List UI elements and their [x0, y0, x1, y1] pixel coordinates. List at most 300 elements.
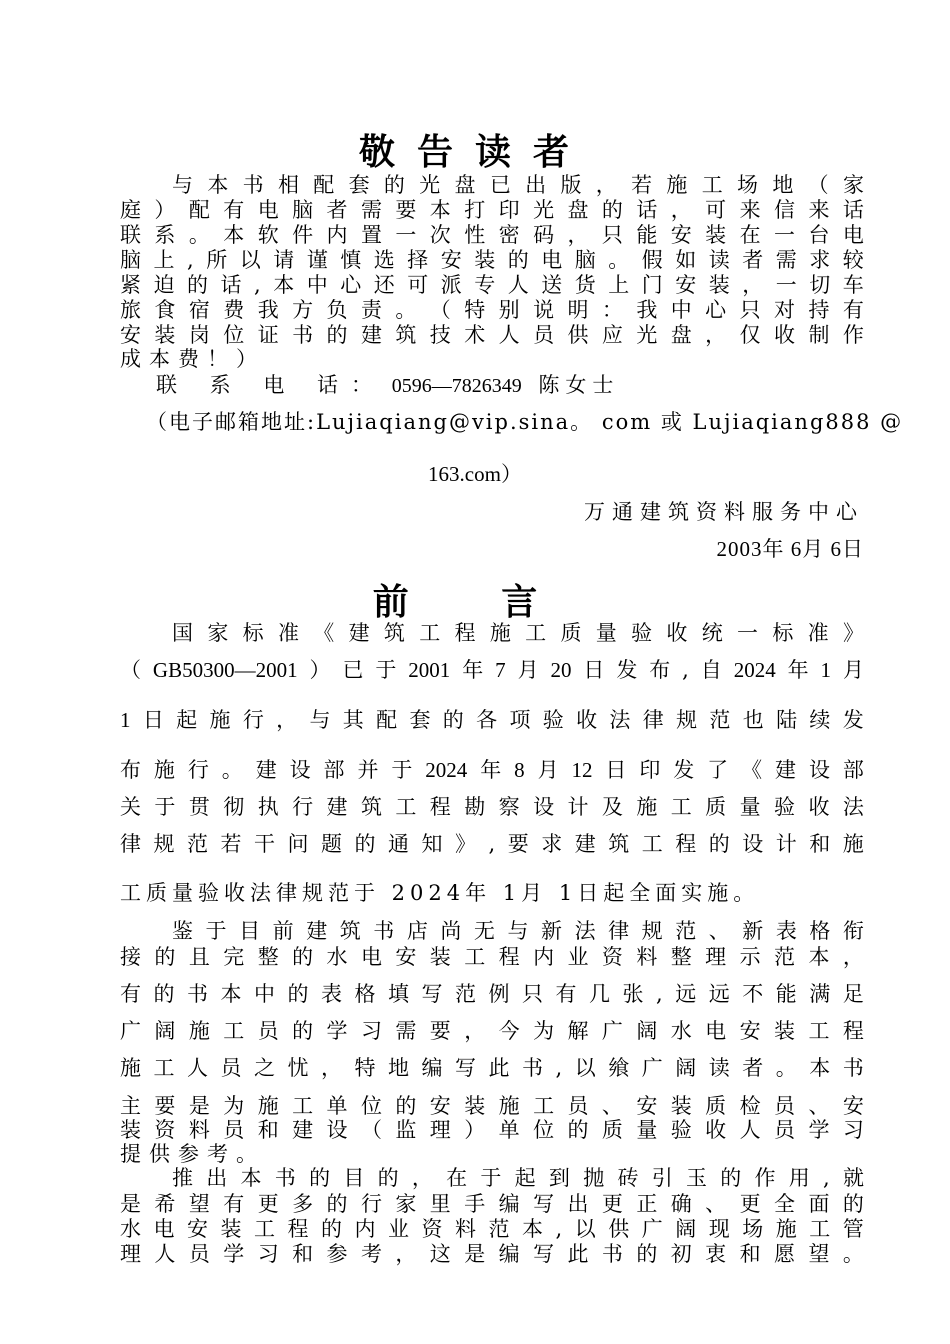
- text-token: 问: [287, 832, 309, 856]
- text-token: 持: [808, 298, 830, 322]
- text-token: 的: [187, 273, 208, 297]
- text-token: 切: [809, 273, 831, 297]
- text-token: 国: [172, 621, 193, 645]
- text-token: 和: [809, 832, 831, 856]
- text-token: 信: [774, 198, 796, 222]
- text-token: 安: [842, 1094, 864, 1118]
- text-token: 可: [407, 273, 429, 297]
- text-token: 书: [292, 323, 314, 347]
- text-token: 、: [601, 1094, 623, 1118]
- text-token: 阔: [675, 1056, 697, 1080]
- text-token: 验: [670, 1118, 692, 1142]
- text-token: 电: [541, 248, 563, 272]
- text-token: ,: [823, 1166, 830, 1190]
- text-token: 更: [601, 1192, 623, 1216]
- text-token: 》: [842, 621, 864, 645]
- text-token: 并: [357, 758, 379, 782]
- text-token: 责: [360, 298, 382, 322]
- text-token: 要: [395, 198, 417, 222]
- text-token: 施: [775, 1217, 797, 1241]
- text-token: 的: [383, 173, 405, 197]
- text-token: 监: [395, 1118, 417, 1142]
- text-token: 上: [608, 273, 630, 297]
- text-token: 只: [739, 298, 761, 322]
- text-token: 套: [348, 173, 370, 197]
- text-token: 员: [188, 1242, 210, 1266]
- text-token: 工: [464, 945, 486, 969]
- text-token: 件: [292, 223, 314, 247]
- text-token: 请: [273, 248, 295, 272]
- text-token: 行: [292, 795, 314, 819]
- text-token: 需: [395, 1019, 417, 1043]
- text-token: 学: [223, 1242, 245, 1266]
- text-token: 特: [354, 1056, 376, 1080]
- text-token: 不: [742, 982, 764, 1006]
- text-token: 于: [375, 658, 397, 682]
- text-token: 程: [675, 832, 697, 856]
- contact-person: 陈女士: [538, 373, 620, 397]
- text-token: 书: [187, 982, 208, 1006]
- text-token: 庭: [120, 198, 141, 222]
- text-token: 程: [429, 795, 451, 819]
- text-token: 与: [507, 919, 529, 943]
- text-token: 选: [373, 248, 395, 272]
- text-token: 8: [514, 758, 525, 782]
- text-token: 目: [239, 919, 261, 943]
- text-token: 需: [775, 248, 797, 272]
- text-token: ,: [488, 832, 496, 856]
- email-line-2: 163.com）: [428, 462, 522, 486]
- text-token: 习: [842, 1118, 864, 1142]
- text-token: 统: [701, 621, 723, 645]
- text-token: 编: [498, 1242, 520, 1266]
- text-token: 求: [541, 832, 563, 856]
- text-token: 部: [323, 758, 345, 782]
- text-token: 谨: [306, 248, 328, 272]
- text-token: 和: [292, 1242, 314, 1266]
- text-token: 所: [206, 248, 228, 272]
- text-token: 参: [326, 1242, 348, 1266]
- text-token: 装: [774, 1019, 796, 1043]
- text-token: 远: [675, 982, 697, 1006]
- text-token: 勘: [464, 795, 486, 819]
- text-token: 读: [708, 1056, 730, 1080]
- text-token: 装: [708, 273, 730, 297]
- text-token: 安: [395, 945, 417, 969]
- text-token: 标: [242, 621, 264, 645]
- text-token: 已: [489, 173, 511, 197]
- text-token: 本: [522, 1217, 543, 1241]
- text-token: 人: [498, 323, 520, 347]
- text-token: 远: [708, 982, 730, 1006]
- text-token: 店: [406, 919, 428, 943]
- text-token: 与: [172, 173, 193, 197]
- text-token: 考: [360, 1242, 382, 1266]
- text-token: 尚: [440, 919, 462, 943]
- text-token: 有: [555, 982, 577, 1006]
- notice-line-7: [120, 322, 864, 348]
- text-token: 布: [649, 658, 671, 682]
- contact-line: [156, 372, 619, 399]
- text-token: 业: [388, 1217, 409, 1241]
- text-token: 律: [642, 708, 664, 732]
- text-token: 足: [842, 982, 864, 1006]
- text-token: 和: [739, 1242, 761, 1266]
- text-token: 工: [525, 621, 547, 645]
- text-token: 各: [476, 708, 498, 732]
- text-token: 格: [354, 982, 376, 1006]
- text-token: 设: [289, 758, 311, 782]
- text-token: 方: [292, 298, 314, 322]
- text-token: 可: [705, 198, 727, 222]
- text-token: 学: [808, 1118, 830, 1142]
- text-token: 。: [775, 1056, 797, 1080]
- text-token: 话: [842, 198, 864, 222]
- text-token: 规: [641, 919, 663, 943]
- text-token: 建: [292, 1118, 314, 1142]
- text-token: 盘: [670, 323, 692, 347]
- text-token: 员: [257, 1019, 279, 1043]
- text-token: 续: [809, 708, 831, 732]
- text-token: 书: [842, 1056, 864, 1080]
- text-token: 员: [774, 1094, 796, 1118]
- text-token: 版: [560, 173, 582, 197]
- text-token: 有: [120, 982, 141, 1006]
- text-token: 相: [277, 173, 299, 197]
- text-token: 初: [670, 1242, 692, 1266]
- text-token: 广: [641, 1217, 663, 1241]
- text-token: 内: [354, 1217, 376, 1241]
- text-token: 程: [454, 621, 476, 645]
- text-token: 与: [309, 708, 331, 732]
- text-token: 示: [739, 945, 761, 969]
- text-token: 的: [507, 248, 529, 272]
- text-token: 工: [641, 832, 663, 856]
- text-token: 表: [321, 982, 342, 1006]
- text-token: 习: [257, 1242, 279, 1266]
- text-token: 的: [292, 1019, 314, 1043]
- text-token: 读: [708, 248, 730, 272]
- text-token: 里: [429, 1192, 451, 1216]
- text-token: 软: [257, 223, 279, 247]
- text-token: 费: [223, 298, 245, 322]
- text-token: 地: [388, 1056, 409, 1080]
- text-token: 的: [287, 982, 309, 1006]
- text-token: 家: [395, 1192, 417, 1216]
- text-token: 范: [187, 832, 208, 856]
- text-token: 心: [340, 273, 362, 297]
- text-token: 员: [220, 1056, 242, 1080]
- text-token: 准: [807, 621, 829, 645]
- text-token: 安: [429, 1094, 451, 1118]
- text-token: 、: [808, 1094, 830, 1118]
- text-token: 新: [541, 919, 563, 943]
- text-token: 范: [455, 982, 476, 1006]
- text-token: 在: [739, 223, 761, 247]
- preface-line-9: [120, 944, 864, 970]
- text-token: 于: [480, 1166, 502, 1190]
- text-token: 应: [601, 323, 623, 347]
- text-token: ）: [464, 1118, 486, 1142]
- text-token: 是: [120, 1192, 141, 1216]
- text-token: 收: [576, 708, 598, 732]
- text-token: 格: [809, 919, 831, 943]
- text-token: 月: [517, 658, 539, 682]
- text-token: 编: [421, 1056, 443, 1080]
- text-token: 若: [220, 832, 242, 856]
- text-token: 月: [842, 658, 864, 682]
- text-token: 来: [808, 198, 830, 222]
- text-token: 》: [455, 832, 476, 856]
- preface-line-1: [172, 620, 864, 646]
- text-token: 安: [187, 1217, 208, 1241]
- text-token: 能: [636, 223, 658, 247]
- text-token: 筑: [608, 832, 630, 856]
- text-token: 脑: [292, 198, 314, 222]
- text-token: 印: [639, 758, 661, 782]
- text-token: 如: [675, 248, 697, 272]
- text-token: 作: [754, 1166, 776, 1190]
- text-token: 还: [373, 273, 395, 297]
- text-token: 验: [774, 795, 796, 819]
- text-token: 工: [254, 1217, 275, 1241]
- text-token: 推: [172, 1166, 193, 1190]
- text-token: 、: [708, 919, 730, 943]
- text-token: 范: [488, 1217, 510, 1241]
- text-token: 安: [675, 273, 697, 297]
- text-token: 收: [774, 323, 796, 347]
- text-token: 求: [809, 248, 831, 272]
- text-token: ）: [309, 658, 331, 682]
- text-token: 特: [464, 298, 486, 322]
- text-token: 工: [670, 795, 692, 819]
- text-token: 多: [292, 1192, 314, 1216]
- text-token: 需: [360, 198, 382, 222]
- text-token: 发: [842, 708, 864, 732]
- text-token: 其: [342, 708, 364, 732]
- text-token: 建: [255, 758, 277, 782]
- text-token: 以: [574, 1056, 596, 1080]
- text-token: 写: [533, 1192, 555, 1216]
- text-token: 出: [567, 1192, 589, 1216]
- text-token: 水: [670, 1019, 692, 1043]
- text-token: 引: [651, 1166, 673, 1190]
- text-token: 的: [292, 945, 314, 969]
- text-token: ，: [567, 223, 589, 247]
- signature-date: 2003年 6月 6日: [716, 537, 864, 561]
- text-token: 接: [120, 945, 141, 969]
- text-token: 工: [395, 795, 417, 819]
- text-token: 忧: [287, 1056, 309, 1080]
- notice-line-8: 成本费！）: [120, 347, 265, 371]
- text-token: 施: [636, 795, 658, 819]
- text-token: 整: [257, 945, 279, 969]
- text-token: 宿: [188, 298, 210, 322]
- text-token: （: [807, 173, 829, 197]
- text-token: 行: [187, 758, 209, 782]
- text-token: 施: [666, 173, 688, 197]
- text-token: 有: [223, 198, 245, 222]
- text-token: 计: [775, 832, 797, 856]
- text-token: 。: [842, 1242, 864, 1266]
- text-token: 本: [809, 1056, 831, 1080]
- text-token: 一: [737, 621, 758, 645]
- text-token: 人: [154, 1242, 176, 1266]
- text-token: 前: [272, 919, 294, 943]
- notice-title: 敬告读者: [358, 131, 591, 173]
- text-token: 资: [601, 945, 623, 969]
- text-token: 说: [533, 298, 555, 322]
- notice-line-5: [120, 272, 864, 298]
- text-token: 建: [574, 832, 596, 856]
- preface-line-4: [120, 757, 864, 783]
- text-token: 且: [188, 945, 210, 969]
- text-token: 编: [498, 1192, 520, 1216]
- text-token: 旅: [120, 298, 141, 322]
- preface-line-7: 工质量验收法律规范于 2024年 1月 1日起全面实施。: [120, 881, 760, 905]
- text-token: 发: [616, 658, 638, 682]
- text-token: ，: [321, 1056, 342, 1080]
- text-token: 的: [395, 1094, 417, 1118]
- text-token: 设: [742, 832, 764, 856]
- preface-title: 前 言: [372, 581, 578, 623]
- text-token: 业: [567, 945, 589, 969]
- text-token: 管: [842, 1217, 864, 1241]
- text-token: 筑: [360, 795, 382, 819]
- text-token: 玉: [685, 1166, 707, 1190]
- text-token: 。: [188, 223, 210, 247]
- text-token: 量: [595, 621, 617, 645]
- text-token: 施: [188, 1019, 210, 1043]
- text-token: 今: [498, 1019, 520, 1043]
- preface-line-19: [120, 1241, 864, 1267]
- text-token: 工: [292, 1094, 314, 1118]
- text-token: 整: [670, 945, 692, 969]
- text-token: 阔: [636, 1019, 658, 1043]
- text-token: 陆: [776, 708, 798, 732]
- text-token: 明: [567, 298, 589, 322]
- text-token: 标: [772, 621, 794, 645]
- text-token: 完: [223, 945, 245, 969]
- text-token: 电: [842, 223, 864, 247]
- text-token: 码: [533, 223, 555, 247]
- preface-line-15: 提供参考。: [120, 1142, 265, 1166]
- text-token: 只: [601, 223, 623, 247]
- text-token: 的: [326, 323, 348, 347]
- text-token: 单: [326, 1094, 348, 1118]
- text-token: 法: [574, 919, 596, 943]
- preface-line-12: [120, 1055, 864, 1081]
- text-token: 为: [533, 1019, 555, 1043]
- text-token: 及: [601, 795, 623, 819]
- text-token: 程: [287, 1217, 309, 1241]
- text-token: 工: [223, 1019, 245, 1043]
- text-token: 彻: [223, 795, 245, 819]
- text-token: 日: [583, 658, 605, 682]
- text-token: 。: [221, 758, 243, 782]
- text-token: （: [120, 658, 141, 682]
- text-token: 若: [631, 173, 653, 197]
- text-token: 装: [464, 1094, 486, 1118]
- text-token: ,: [656, 982, 663, 1006]
- text-token: 规: [676, 708, 698, 732]
- text-token: 位: [533, 1118, 555, 1142]
- text-token: 上: [153, 248, 175, 272]
- text-token: 次: [429, 223, 451, 247]
- text-token: 人: [507, 273, 529, 297]
- text-token: 希: [154, 1192, 176, 1216]
- text-token: 装: [474, 248, 496, 272]
- text-token: 验: [631, 621, 653, 645]
- text-token: 资: [154, 1118, 176, 1142]
- text-token: 12: [571, 758, 593, 782]
- text-token: 我: [257, 298, 279, 322]
- preface-line-17: [120, 1191, 864, 1217]
- text-token: 负: [326, 298, 348, 322]
- text-token: 2024: [425, 758, 468, 782]
- text-token: 心: [705, 298, 727, 322]
- text-token: 现: [708, 1217, 730, 1241]
- text-token: 满: [809, 982, 831, 1006]
- notice-line-1: [172, 172, 864, 198]
- text-token: 光: [533, 198, 555, 222]
- text-token: 鉴: [172, 919, 193, 943]
- text-token: 新: [742, 919, 764, 943]
- text-token: 别: [498, 298, 520, 322]
- text-token: 写: [455, 1056, 476, 1080]
- text-token: 建: [326, 795, 348, 819]
- text-token: 的: [636, 1242, 658, 1266]
- text-token: （: [360, 1118, 382, 1142]
- text-token: 本: [808, 945, 830, 969]
- text-token: 施: [209, 708, 231, 732]
- text-token: 面: [808, 1192, 830, 1216]
- text-token: 的: [153, 982, 175, 1006]
- text-token: 装: [705, 223, 727, 247]
- text-token: 正: [636, 1192, 658, 1216]
- text-token: 的: [720, 1166, 742, 1190]
- text-token: 手: [464, 1192, 486, 1216]
- text-token: 日: [142, 708, 164, 732]
- text-token: 施: [120, 1056, 141, 1080]
- text-token: 广: [120, 1019, 141, 1043]
- text-token: 设: [808, 758, 830, 782]
- text-token: 广: [641, 1056, 663, 1080]
- text-token: （: [429, 298, 451, 322]
- text-token: 工: [809, 1217, 831, 1241]
- text-token: 于: [391, 758, 413, 782]
- text-token: 有: [842, 298, 864, 322]
- text-token: 年: [480, 758, 502, 782]
- text-token: 工: [153, 1056, 175, 1080]
- text-token: 20: [550, 658, 572, 682]
- text-token: 望: [808, 1242, 830, 1266]
- text-token: 的: [567, 1118, 589, 1142]
- text-token: 自: [700, 658, 722, 682]
- text-token: 光: [419, 173, 441, 197]
- text-token: 书: [242, 173, 264, 197]
- text-token: 用: [788, 1166, 810, 1190]
- preface-line-3: [120, 707, 864, 733]
- text-token: 筑: [383, 621, 405, 645]
- text-token: ,: [254, 273, 261, 297]
- text-token: 律: [120, 832, 141, 856]
- text-token: 项: [509, 708, 531, 732]
- text-token: 执: [257, 795, 279, 819]
- text-token: 本: [207, 173, 229, 197]
- text-token: 习: [360, 1019, 382, 1043]
- text-token: 工: [533, 1094, 555, 1118]
